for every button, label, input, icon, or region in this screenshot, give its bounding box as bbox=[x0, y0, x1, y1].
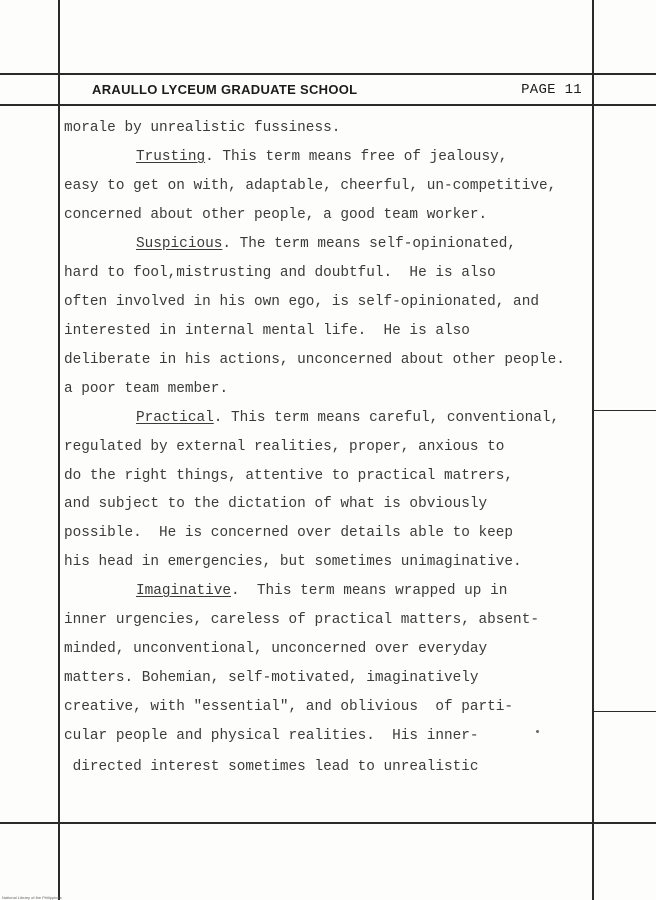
text-line: often involved in his own ego, is self-opinionated, and bbox=[64, 294, 539, 310]
text-line: his head in emergencies, but sometimes unimaginative. bbox=[64, 554, 522, 570]
text-line-rest: . This term means wrapped up in bbox=[231, 583, 508, 599]
header-bottom-rule bbox=[0, 104, 656, 106]
archive-footer-note: National Library of the Philippines bbox=[2, 895, 62, 900]
text-line: possible. He is concerned over details able to keep bbox=[64, 525, 514, 541]
text-line: creative, with "essential", and oblivious of parti- bbox=[64, 699, 514, 715]
text-line-rest: . This term means free of jealousy, bbox=[205, 149, 508, 165]
text-line: easy to get on with, adaptable, cheerful, un-competitive, bbox=[64, 178, 557, 194]
right-tab-rule-2 bbox=[592, 711, 656, 712]
right-tab-rule-1 bbox=[592, 410, 656, 411]
term-heading-imaginative: Imaginative bbox=[136, 583, 231, 599]
text-line bbox=[64, 582, 507, 600]
term-heading-trusting: Trusting bbox=[136, 149, 206, 165]
right-margin-rule bbox=[592, 0, 594, 900]
text-line: morale by unrealistic fussiness. bbox=[64, 120, 341, 136]
text-line bbox=[64, 409, 559, 427]
ink-speck bbox=[536, 730, 539, 733]
text-line: hard to fool,mistrusting and doubtful. He is also bbox=[64, 265, 496, 281]
text-line: matters. Bohemian, self-motivated, imaginatively bbox=[64, 670, 479, 686]
term-heading-suspicious: Suspicious bbox=[136, 236, 223, 252]
text-line: minded, unconventional, unconcerned over everyday bbox=[64, 641, 488, 657]
header-top-rule bbox=[0, 73, 656, 75]
text-line: inner urgencies, careless of practical matters, absent- bbox=[64, 612, 539, 628]
text-line: do the right things, attentive to practical matrers, bbox=[64, 468, 514, 484]
text-line: interested in internal mental life. He is also bbox=[64, 323, 470, 339]
page-header bbox=[92, 80, 582, 100]
text-line: deliberate in his actions, unconcerned about other people. bbox=[64, 352, 565, 368]
term-heading-practical: Practical bbox=[136, 410, 214, 426]
text-line: and subject to the dictation of what is obviously bbox=[64, 496, 488, 512]
school-title: ARAULLO LYCEUM GRADUATE SCHOOL bbox=[92, 82, 358, 97]
text-line: cular people and physical realities. His inner- bbox=[64, 728, 479, 744]
text-line: regulated by external realities, proper, anxious to bbox=[64, 439, 505, 455]
left-margin-rule bbox=[58, 0, 60, 900]
text-line: directed interest sometimes lead to unrealistic bbox=[64, 759, 479, 775]
footer-rule bbox=[0, 822, 656, 824]
text-line-rest: . This term means careful, conventional, bbox=[213, 410, 560, 426]
text-line-rest: . The term means self-opinionated, bbox=[222, 236, 516, 252]
text-line: a poor team member. bbox=[64, 381, 229, 397]
page-number: PAGE 11 bbox=[521, 82, 582, 98]
text-line bbox=[64, 235, 516, 253]
text-line: concerned about other people, a good team worker. bbox=[64, 207, 488, 223]
text-line bbox=[64, 148, 507, 166]
